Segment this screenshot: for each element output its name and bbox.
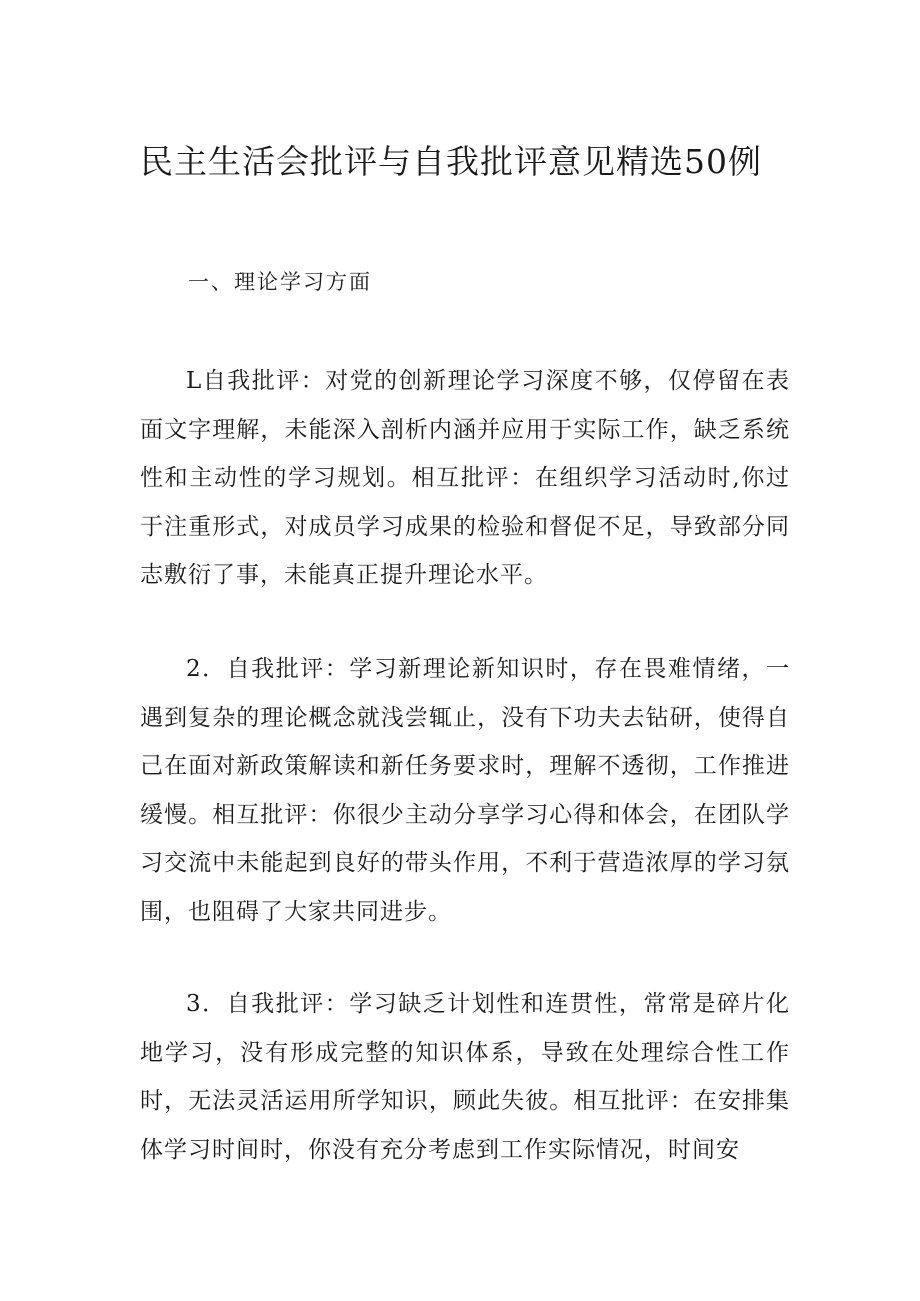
document-title: 民主生活会批评与自我批评意见精选50例 bbox=[140, 142, 762, 181]
paragraph-item-2: 2．自我批评：学习新理论新知识时，存在畏难情绪，一遇到复杂的理论概念就浅尝辄止，没有下功夫去钻研，使得自己在面对新政策解读和新任务要求时，理解不透彻，工作推进缓慢。相互批评：你很少主动分享学习心得和体会，在团队学习交流中未能起到良好的带头作用，不利于营造浓厚的学习氛围，也阻碍了大家共同进步。 bbox=[140, 656, 790, 925]
paragraph-item-3: 3．自我批评：学习缺乏计划性和连贯性，常常是碎片化地学习，没有形成完整的知识体系，导致在处理综合性工作时，无法灵活运用所学知识，顾此失彼。相互批评：在安排集体学习时间时，你没有充分考虑到工作实际情况，时间安 bbox=[140, 991, 790, 1163]
section-heading: 一、理论学习方面 bbox=[188, 270, 372, 294]
paragraph-item-1: L自我批评：对党的创新理论学习深度不够，仅停留在表面文字理解，未能深入剖析内涵并应用于实际工作，缺乏系统性和主动性的学习规划。相互批评：在组织学习活动时,你过于注重形式，对成员学习成果的检验和督促不足，导致部分同志敷衍了事，未能真正提升理论水平。 bbox=[140, 368, 790, 588]
